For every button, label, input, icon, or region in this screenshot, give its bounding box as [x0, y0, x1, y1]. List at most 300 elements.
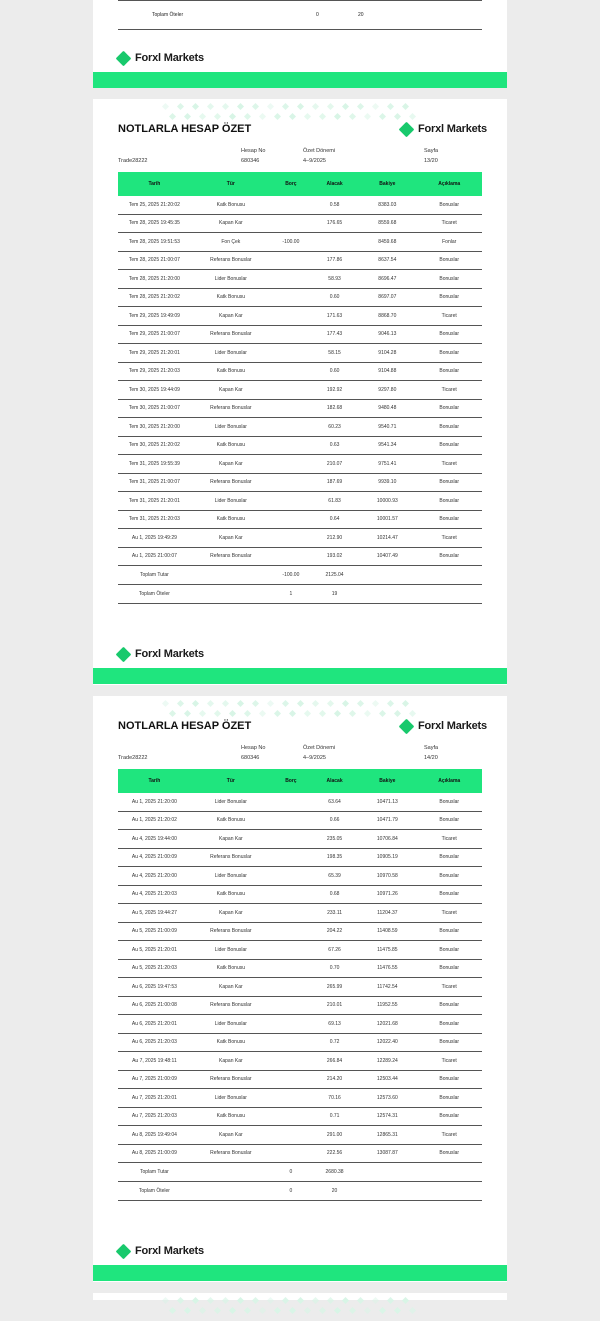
- cell-tur: Katk Bonusu: [191, 1033, 271, 1052]
- page-title: NOTLARLA HESAP ÖZET: [118, 720, 252, 732]
- decorative-diamond-icon: [192, 103, 199, 110]
- cell-tarih: Au 1, 2025 19:49:29: [118, 529, 191, 548]
- total-spacer: [358, 566, 416, 585]
- decorative-diamond-icon: [327, 103, 334, 110]
- cell-borc: [271, 492, 311, 511]
- col-alacak: Alacak: [311, 172, 358, 196]
- cell-alacak: 0.66: [311, 811, 358, 830]
- cell-bakiye: 10706.84: [358, 830, 416, 849]
- total-label: Toplam Öteler: [118, 585, 191, 604]
- cell-aciklama: Fonlar: [416, 233, 482, 252]
- cell-bakiye: 9046.13: [358, 325, 416, 344]
- cell-bakiye: 10407.49: [358, 547, 416, 566]
- decorative-diamond-icon: [199, 113, 206, 120]
- cell-tur: Kapan Kar: [191, 381, 271, 400]
- table-row: [118, 1107, 482, 1126]
- cell-bakiye: 8559.68: [358, 214, 416, 233]
- table-header: [118, 769, 482, 793]
- cell-borc: [271, 325, 311, 344]
- cell-tur: Referans Bonuslar: [191, 251, 271, 270]
- cell-bakiye: 9751.41: [358, 455, 416, 474]
- cell-borc: [271, 362, 311, 381]
- cell-borc: [271, 922, 311, 941]
- cell-aciklama: Ticaret: [416, 381, 482, 400]
- cell-aciklama: Bonuslar: [416, 1015, 482, 1034]
- decorative-diamond-icon: [319, 113, 326, 120]
- cell-bakiye: 9540.71: [358, 418, 416, 437]
- total-alacak: 19: [311, 585, 358, 604]
- decorative-diamond-icon: [207, 103, 214, 110]
- cell-borc: [271, 1015, 311, 1034]
- cell-bakiye: 12573.60: [358, 1089, 416, 1108]
- cell-aciklama: Bonuslar: [416, 885, 482, 904]
- prev-total-alacak: 20: [358, 12, 364, 18]
- cell-tarih: Au 7, 2025 19:48:11: [118, 1052, 191, 1071]
- page-value: 13/20: [424, 158, 438, 164]
- decorative-diamond-icon: [162, 1297, 169, 1304]
- cell-borc: [271, 1089, 311, 1108]
- decorative-diamond-icon: [364, 710, 371, 717]
- brand-name: Forxl Markets: [418, 123, 487, 135]
- decorative-diamond-icon: [334, 710, 341, 717]
- table-row: [118, 811, 482, 830]
- cell-tur: Kapan Kar: [191, 455, 271, 474]
- decorative-diamond-icon: [349, 113, 356, 120]
- cell-tur: Referans Bonuslar: [191, 996, 271, 1015]
- cell-aciklama: Ticaret: [416, 455, 482, 474]
- cell-alacak: 69.13: [311, 1015, 358, 1034]
- totals-row: [118, 566, 482, 585]
- cell-tarih: Au 1, 2025 21:20:00: [118, 793, 191, 811]
- cell-alacak: 233.11: [311, 904, 358, 923]
- cell-borc: [271, 455, 311, 474]
- cell-borc: [271, 529, 311, 548]
- cell-alacak: 0.64: [311, 510, 358, 529]
- cell-alacak: 198.35: [311, 848, 358, 867]
- total-borc: 0: [271, 1182, 311, 1201]
- header-brand: [401, 720, 487, 732]
- cell-aciklama: Bonuslar: [416, 362, 482, 381]
- table-row: [118, 510, 482, 529]
- cell-borc: [271, 344, 311, 363]
- total-label: Toplam Tutar: [118, 566, 191, 585]
- decorative-diamond-icon: [237, 700, 244, 707]
- table-header: [118, 172, 482, 196]
- decorative-diamond-icon: [192, 1297, 199, 1304]
- cell-bakiye: 9104.28: [358, 344, 416, 363]
- total-spacer: [191, 1182, 271, 1201]
- table-row: [118, 978, 482, 997]
- total-spacer: [191, 585, 271, 604]
- cell-bakiye: 10905.19: [358, 848, 416, 867]
- decorative-diamond-icon: [327, 1297, 334, 1304]
- cell-bakiye: 12503.44: [358, 1070, 416, 1089]
- cell-tarih: Au 1, 2025 21:00:07: [118, 547, 191, 566]
- decorative-diamond-icon: [357, 700, 364, 707]
- cell-tur: Katk Bonusu: [191, 196, 271, 214]
- statement-page-13: [93, 99, 507, 685]
- cell-tur: Lider Bonuslar: [191, 492, 271, 511]
- decorative-diamond-icon: [229, 710, 236, 717]
- decorative-diamond-icon: [274, 1307, 281, 1314]
- cell-tur: Katk Bonusu: [191, 811, 271, 830]
- cell-tarih: Au 5, 2025 21:20:01: [118, 941, 191, 960]
- totals-row: [118, 1182, 482, 1201]
- cell-tur: Lider Bonuslar: [191, 344, 271, 363]
- decorative-diamond-icon: [199, 1307, 206, 1314]
- period-label: Özet Dönemi: [303, 148, 336, 154]
- cell-aciklama: Ticaret: [416, 214, 482, 233]
- cell-borc: [271, 1107, 311, 1126]
- decorative-diamond-icon: [342, 103, 349, 110]
- cell-tarih: Au 4, 2025 19:44:00: [118, 830, 191, 849]
- decorative-diamond-icon: [312, 103, 319, 110]
- total-alacak: 20: [311, 1182, 358, 1201]
- total-spacer: [358, 585, 416, 604]
- cell-aciklama: Bonuslar: [416, 547, 482, 566]
- cell-tarih: Au 7, 2025 21:00:09: [118, 1070, 191, 1089]
- decorative-diamond-icon: [387, 700, 394, 707]
- decorative-diamond-icon: [162, 700, 169, 707]
- cell-tur: Referans Bonuslar: [191, 1144, 271, 1163]
- decorative-diamond-icon: [244, 113, 251, 120]
- decorative-diamond-icon: [327, 700, 334, 707]
- page-fragment-bottom: [93, 1293, 507, 1300]
- cell-alacak: 60.23: [311, 418, 358, 437]
- cell-bakiye: 12574.31: [358, 1107, 416, 1126]
- cell-tur: Fon Çek: [191, 233, 271, 252]
- decorative-diamond-icon: [402, 103, 409, 110]
- decorative-diamond-icon: [297, 1297, 304, 1304]
- cell-aciklama: Bonuslar: [416, 418, 482, 437]
- cell-tarih: Au 8, 2025 21:00:09: [118, 1144, 191, 1163]
- cell-aciklama: Bonuslar: [416, 811, 482, 830]
- prev-totals-row: [118, 0, 482, 30]
- cell-aciklama: Bonuslar: [416, 399, 482, 418]
- decorative-diamond-icon: [394, 113, 401, 120]
- cell-tur: Katk Bonusu: [191, 288, 271, 307]
- cell-aciklama: Bonuslar: [416, 867, 482, 886]
- decorative-diamond-icon: [372, 700, 379, 707]
- total-alacak: 2680.38: [311, 1163, 358, 1182]
- decorative-diamond-icon: [349, 1307, 356, 1314]
- cell-borc: [271, 307, 311, 326]
- table-row: [118, 885, 482, 904]
- table-row: [118, 1052, 482, 1071]
- page-label: Sayfa: [424, 148, 439, 154]
- total-label: Toplam Tutar: [118, 1163, 191, 1182]
- period-label: Özet Dönemi: [303, 745, 336, 751]
- cell-borc: [271, 1126, 311, 1145]
- period-value: 4–9/2025: [303, 158, 326, 164]
- decorative-diamond-icon: [282, 700, 289, 707]
- cell-tur: Kapan Kar: [191, 1052, 271, 1071]
- brand-name: Forxl Markets: [135, 1245, 204, 1257]
- table-row: [118, 1126, 482, 1145]
- cell-borc: [271, 1070, 311, 1089]
- table-row: [118, 251, 482, 270]
- col-tur: Tür: [191, 769, 271, 793]
- decorative-diamond-icon: [304, 1307, 311, 1314]
- table-row: [118, 381, 482, 400]
- cell-alacak: 67.26: [311, 941, 358, 960]
- cell-bakiye: 12022.40: [358, 1033, 416, 1052]
- decorative-dots: [163, 1295, 413, 1321]
- cell-alacak: 70.16: [311, 1089, 358, 1108]
- decorative-diamond-icon: [162, 103, 169, 110]
- cell-tarih: Au 6, 2025 19:47:53: [118, 978, 191, 997]
- cell-alacak: 265.99: [311, 978, 358, 997]
- decorative-diamond-icon: [349, 710, 356, 717]
- cell-borc: [271, 996, 311, 1015]
- cell-bakiye: 10471.79: [358, 811, 416, 830]
- col-aciklama: Açıklama: [416, 769, 482, 793]
- cell-borc: -100.00: [271, 233, 311, 252]
- cell-tarih: Au 7, 2025 21:20:01: [118, 1089, 191, 1108]
- total-spacer: [416, 1163, 482, 1182]
- cell-tarih: Au 4, 2025 21:20:00: [118, 867, 191, 886]
- cell-tarih: Tem 29, 2025 19:49:09: [118, 307, 191, 326]
- cell-alacak: 210.01: [311, 996, 358, 1015]
- decorative-diamond-icon: [304, 710, 311, 717]
- cell-aciklama: Bonuslar: [416, 1144, 482, 1163]
- decorative-diamond-icon: [267, 103, 274, 110]
- account-label: Hesap No: [241, 148, 266, 154]
- table-row: [118, 288, 482, 307]
- table-row: [118, 1144, 482, 1163]
- forxl-logo-icon: [116, 646, 132, 662]
- cell-bakiye: 10214.47: [358, 529, 416, 548]
- cell-tur: Lider Bonuslar: [191, 1015, 271, 1034]
- brand-name: Forxl Markets: [135, 52, 204, 64]
- table-row: [118, 214, 482, 233]
- decorative-diamond-icon: [364, 1307, 371, 1314]
- decorative-diamond-icon: [274, 113, 281, 120]
- forxl-logo-icon: [116, 1243, 132, 1259]
- cell-borc: [271, 436, 311, 455]
- total-borc: 0: [271, 1163, 311, 1182]
- table-row: [118, 1033, 482, 1052]
- decorative-diamond-icon: [192, 700, 199, 707]
- cell-tarih: Au 7, 2025 21:20:03: [118, 1107, 191, 1126]
- decorative-diamond-icon: [252, 103, 259, 110]
- cell-tarih: Tem 29, 2025 21:00:07: [118, 325, 191, 344]
- cell-tur: Lider Bonuslar: [191, 1089, 271, 1108]
- cell-tarih: Tem 31, 2025 21:20:03: [118, 510, 191, 529]
- total-spacer: [416, 566, 482, 585]
- cell-bakiye: 8696.47: [358, 270, 416, 289]
- cell-tur: Katk Bonusu: [191, 959, 271, 978]
- cell-borc: [271, 959, 311, 978]
- decorative-diamond-icon: [357, 1297, 364, 1304]
- cell-alacak: 0.70: [311, 959, 358, 978]
- table-row: [118, 307, 482, 326]
- cell-alacak: 193.02: [311, 547, 358, 566]
- cell-alacak: 222.56: [311, 1144, 358, 1163]
- cell-tarih: Tem 29, 2025 21:20:03: [118, 362, 191, 381]
- table-row: [118, 830, 482, 849]
- table-row: [118, 848, 482, 867]
- transactions-table: [118, 172, 482, 604]
- cell-tarih: Tem 28, 2025 21:20:00: [118, 270, 191, 289]
- forxl-logo-icon: [399, 718, 415, 734]
- decorative-diamond-icon: [244, 710, 251, 717]
- cell-bakiye: 8637.54: [358, 251, 416, 270]
- decorative-diamond-icon: [274, 710, 281, 717]
- col-bakiye: Bakiye: [358, 769, 416, 793]
- decorative-diamond-icon: [222, 700, 229, 707]
- cell-tur: Katk Bonusu: [191, 1107, 271, 1126]
- cell-aciklama: Ticaret: [416, 830, 482, 849]
- period-value: 4–9/2025: [303, 755, 326, 761]
- decorative-diamond-icon: [177, 103, 184, 110]
- col-tur: Tür: [191, 172, 271, 196]
- cell-tarih: Tem 28, 2025 19:51:53: [118, 233, 191, 252]
- cell-borc: [271, 547, 311, 566]
- cell-alacak: 63.64: [311, 793, 358, 811]
- table-row: [118, 867, 482, 886]
- cell-aciklama: Bonuslar: [416, 325, 482, 344]
- cell-tarih: Au 6, 2025 21:00:08: [118, 996, 191, 1015]
- decorative-diamond-icon: [342, 700, 349, 707]
- cell-aciklama: Bonuslar: [416, 251, 482, 270]
- cell-bakiye: 11476.55: [358, 959, 416, 978]
- cell-aciklama: Bonuslar: [416, 344, 482, 363]
- decorative-diamond-icon: [282, 103, 289, 110]
- decorative-diamond-icon: [357, 103, 364, 110]
- total-spacer: [358, 1163, 416, 1182]
- page-label: Sayfa: [424, 745, 439, 751]
- decorative-diamond-icon: [409, 113, 416, 120]
- cell-tur: Referans Bonuslar: [191, 922, 271, 941]
- footer-brand: [118, 648, 204, 660]
- cell-tarih: Au 6, 2025 21:20:03: [118, 1033, 191, 1052]
- cell-alacak: 176.65: [311, 214, 358, 233]
- total-label: Toplam Öteler: [118, 1182, 191, 1201]
- decorative-diamond-icon: [289, 113, 296, 120]
- decorative-diamond-icon: [237, 1297, 244, 1304]
- statement-page-14: [93, 696, 507, 1282]
- footer-green-band: [93, 1265, 507, 1281]
- cell-borc: [271, 830, 311, 849]
- cell-alacak: 171.63: [311, 307, 358, 326]
- table-row: [118, 941, 482, 960]
- decorative-diamond-icon: [237, 103, 244, 110]
- cell-borc: [271, 270, 311, 289]
- cell-tarih: Au 5, 2025 21:00:09: [118, 922, 191, 941]
- cell-borc: [271, 473, 311, 492]
- decorative-diamond-icon: [222, 103, 229, 110]
- table-row: [118, 1070, 482, 1089]
- cell-alacak: 235.05: [311, 830, 358, 849]
- prev-total-label: Toplam Öteler: [152, 12, 184, 18]
- user-id: Trade28222: [118, 158, 148, 164]
- cell-bakiye: 10001.57: [358, 510, 416, 529]
- decorative-diamond-icon: [312, 1297, 319, 1304]
- cell-borc: [271, 1052, 311, 1071]
- cell-tur: Lider Bonuslar: [191, 418, 271, 437]
- decorative-diamond-icon: [259, 710, 266, 717]
- decorative-diamond-icon: [379, 113, 386, 120]
- forxl-logo-icon: [116, 50, 132, 66]
- cell-alacak: 65.39: [311, 867, 358, 886]
- cell-tarih: Tem 31, 2025 19:55:39: [118, 455, 191, 474]
- decorative-diamond-icon: [289, 1307, 296, 1314]
- account-label: Hesap No: [241, 745, 266, 751]
- prev-total-borc: 0: [316, 12, 319, 18]
- decorative-diamond-icon: [222, 1297, 229, 1304]
- decorative-diamond-icon: [312, 700, 319, 707]
- total-borc: 1: [271, 585, 311, 604]
- total-spacer: [191, 566, 271, 585]
- cell-borc: [271, 941, 311, 960]
- table-row: [118, 492, 482, 511]
- table-row: [118, 922, 482, 941]
- total-spacer: [191, 1163, 271, 1182]
- cell-borc: [271, 904, 311, 923]
- total-alacak: 2125.04: [311, 566, 358, 585]
- decorative-diamond-icon: [267, 700, 274, 707]
- cell-tarih: Au 5, 2025 19:44:27: [118, 904, 191, 923]
- cell-alacak: 210.07: [311, 455, 358, 474]
- table-row: [118, 455, 482, 474]
- cell-tur: Katk Bonusu: [191, 362, 271, 381]
- cell-tur: Lider Bonuslar: [191, 867, 271, 886]
- cell-tur: Kapan Kar: [191, 1126, 271, 1145]
- decorative-diamond-icon: [379, 1307, 386, 1314]
- table-row: [118, 473, 482, 492]
- cell-borc: [271, 848, 311, 867]
- cell-alacak: 58.15: [311, 344, 358, 363]
- cell-tur: Katk Bonusu: [191, 436, 271, 455]
- cell-borc: [271, 399, 311, 418]
- table-row: [118, 344, 482, 363]
- cell-borc: [271, 885, 311, 904]
- cell-borc: [271, 510, 311, 529]
- col-borc: Borç: [271, 172, 311, 196]
- decorative-diamond-icon: [387, 103, 394, 110]
- total-spacer: [416, 1182, 482, 1201]
- footer-brand: [118, 52, 204, 64]
- cell-alacak: 192.92: [311, 381, 358, 400]
- page-value: 14/20: [424, 755, 438, 761]
- cell-borc: [271, 251, 311, 270]
- decorative-diamond-icon: [177, 700, 184, 707]
- decorative-diamond-icon: [304, 113, 311, 120]
- decorative-diamond-icon: [267, 1297, 274, 1304]
- cell-bakiye: 11742.54: [358, 978, 416, 997]
- cell-aciklama: Bonuslar: [416, 492, 482, 511]
- decorative-diamond-icon: [364, 113, 371, 120]
- cell-tarih: Tem 31, 2025 21:20:01: [118, 492, 191, 511]
- cell-tarih: Au 8, 2025 19:49:04: [118, 1126, 191, 1145]
- decorative-diamond-icon: [214, 1307, 221, 1314]
- cell-bakiye: 11475.85: [358, 941, 416, 960]
- cell-alacak: 61.83: [311, 492, 358, 511]
- cell-tur: Kapan Kar: [191, 214, 271, 233]
- page-title: NOTLARLA HESAP ÖZET: [118, 123, 252, 135]
- decorative-diamond-icon: [244, 1307, 251, 1314]
- col-alacak: Alacak: [311, 769, 358, 793]
- cell-bakiye: 11204.37: [358, 904, 416, 923]
- cell-aciklama: Ticaret: [416, 1126, 482, 1145]
- table-row: [118, 362, 482, 381]
- decorative-diamond-icon: [252, 1297, 259, 1304]
- cell-tarih: Tem 25, 2025 21:20:02: [118, 196, 191, 214]
- cell-tarih: Tem 31, 2025 21:00:07: [118, 473, 191, 492]
- cell-tur: Lider Bonuslar: [191, 793, 271, 811]
- cell-borc: [271, 381, 311, 400]
